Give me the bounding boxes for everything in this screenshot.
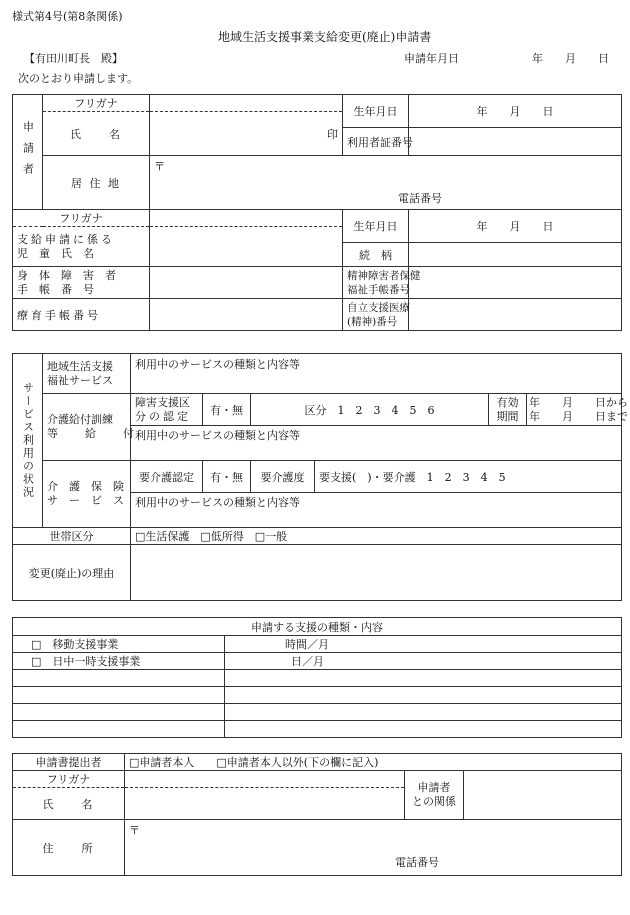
reason-label: 変更(廃止)の理由 [13, 545, 131, 601]
applicant-birthdate-field[interactable]: 年 月 日 [409, 95, 622, 128]
support-row-blank[interactable] [13, 704, 225, 721]
child-furigana-label: フリガナ [13, 210, 150, 227]
support-row-1-value[interactable]: 時間／月 [225, 636, 622, 653]
relationship-to-applicant-label: 申請者 との関係 [405, 771, 464, 820]
physical-handbook-label: 身 体 障 害 者 手 帳 番 号 [13, 267, 150, 299]
care-insurance-label: 介 護 保 険 サ ー ビ ス [43, 461, 131, 528]
service-status-label: サービス利用の状況 [13, 354, 43, 528]
applicant-address-field[interactable] [150, 156, 622, 210]
applicant-name-field[interactable] [150, 112, 343, 156]
applicant-phone-label: 電話番号 [398, 192, 442, 205]
benefits-label: 介護給付訓練 等 給 付 [43, 394, 131, 461]
service-status-table [12, 353, 628, 601]
child-name-field[interactable] [150, 227, 343, 267]
submitter-postal-mark: 〒 [129, 824, 140, 837]
relationship-field[interactable] [409, 243, 622, 267]
child-name-label: 支給申請に係る 児 童 氏 名 [13, 227, 150, 267]
support-row-2-name[interactable]: □ 日中一時支援事業 [13, 653, 225, 670]
postal-mark: 〒 [154, 160, 165, 173]
support-row-blank[interactable] [13, 670, 225, 687]
child-furigana-field[interactable] [150, 210, 343, 227]
disability-cert-yes-no[interactable]: 有・無 [203, 394, 251, 426]
applicant-section-label: 申請者 [13, 95, 43, 210]
applicant-furigana-label: フリガナ [43, 95, 150, 112]
care-level-options[interactable]: 要支援( )・要介護 1 2 3 4 5 [315, 461, 622, 493]
support-row-blank[interactable] [13, 721, 225, 738]
submitter-options[interactable]: □申請者本人 □申請者本人以外(下の欄に記入) [125, 754, 622, 771]
form-title: 地域生活支援事業支給変更(廃止)申請書 [218, 30, 432, 44]
support-request-header: 申請する支援の種類・内容 [13, 618, 622, 636]
applicant-furigana-field[interactable] [150, 95, 343, 112]
applicant-address-label: 居 住 地 [43, 156, 150, 210]
intro-text: 次のとおり申請します。 [18, 72, 139, 85]
medical-number-label: 自立支援医療 (精神)番号 [343, 299, 409, 331]
application-date-label: 申請年月日 [404, 52, 459, 65]
household-options[interactable]: □生活保護 □低所得 □一般 [131, 528, 622, 545]
disability-category[interactable]: 区分 1 2 3 4 5 6 [251, 394, 489, 426]
submitter-address-label: 住 所 [13, 820, 125, 876]
community-service-label: 地域生活支援 福祉サービス [43, 354, 131, 394]
care-cert-yes-no[interactable]: 有・無 [203, 461, 251, 493]
disability-cert-label: 障害支援区 分の認定 [131, 394, 203, 426]
benefits-service-field[interactable]: 利用中のサービスの種類と内容等 [131, 426, 622, 461]
reason-field[interactable] [131, 545, 622, 601]
support-row-blank[interactable] [13, 687, 225, 704]
mental-handbook-field[interactable] [409, 267, 622, 299]
support-row-blank-value[interactable] [225, 670, 622, 687]
care-service-field[interactable]: 利用中のサービスの種類と内容等 [131, 493, 622, 528]
rehab-handbook-field[interactable] [150, 299, 343, 331]
child-birthdate-label: 生年月日 [343, 210, 409, 243]
submitter-name-label: 氏 名 [13, 788, 125, 820]
support-row-2-value[interactable]: 日／月 [225, 653, 622, 670]
submitter-table [12, 753, 622, 876]
support-request-table [12, 617, 622, 738]
support-row-blank-value[interactable] [225, 704, 622, 721]
medical-number-field[interactable] [409, 299, 622, 331]
applicant-table [12, 94, 622, 331]
addressee: 【有田川町長 殿】 [24, 52, 123, 65]
community-service-field[interactable]: 利用中のサービスの種類と内容等 [131, 354, 622, 394]
form-number: 様式第4号(第8条関係) [12, 10, 123, 23]
submitter-name-field[interactable] [125, 788, 405, 820]
applicant-birthdate-label: 生年月日 [343, 95, 409, 128]
rehab-handbook-label: 療育手帳番号 [13, 299, 150, 331]
care-level-label: 要介護度 [251, 461, 315, 493]
valid-period-label: 有効 期間 [489, 394, 527, 426]
applicant-name-label: 氏 名 [43, 112, 150, 156]
application-date-value[interactable]: 年 月 日 [532, 52, 609, 65]
mental-handbook-label: 精神障害者保健 福祉手帳番号 [343, 267, 409, 299]
valid-period-field[interactable]: 年 月 日から 年 月 日まで [527, 394, 622, 426]
physical-handbook-field[interactable] [150, 267, 343, 299]
care-cert-label: 要介護認定 [131, 461, 203, 493]
support-row-1-name[interactable]: □ 移動支援事業 [13, 636, 225, 653]
relationship-label: 続 柄 [343, 243, 409, 267]
support-row-blank-value[interactable] [225, 687, 622, 704]
submitter-furigana-field[interactable] [125, 771, 405, 788]
support-row-blank-value[interactable] [225, 721, 622, 738]
submitter-address-field[interactable] [125, 820, 622, 876]
relationship-to-applicant-field[interactable] [464, 771, 622, 820]
submitter-phone-label: 電話番号 [395, 856, 439, 869]
submitter-furigana-label: フリガナ [13, 771, 125, 788]
user-cert-label: 利用者証番号 [343, 128, 409, 156]
seal-mark: 印 [327, 127, 338, 141]
submitter-label: 申請書提出者 [13, 754, 125, 771]
child-birthdate-field[interactable]: 年 月 日 [409, 210, 622, 243]
household-label: 世帯区分 [13, 528, 131, 545]
user-cert-field[interactable] [409, 128, 622, 156]
